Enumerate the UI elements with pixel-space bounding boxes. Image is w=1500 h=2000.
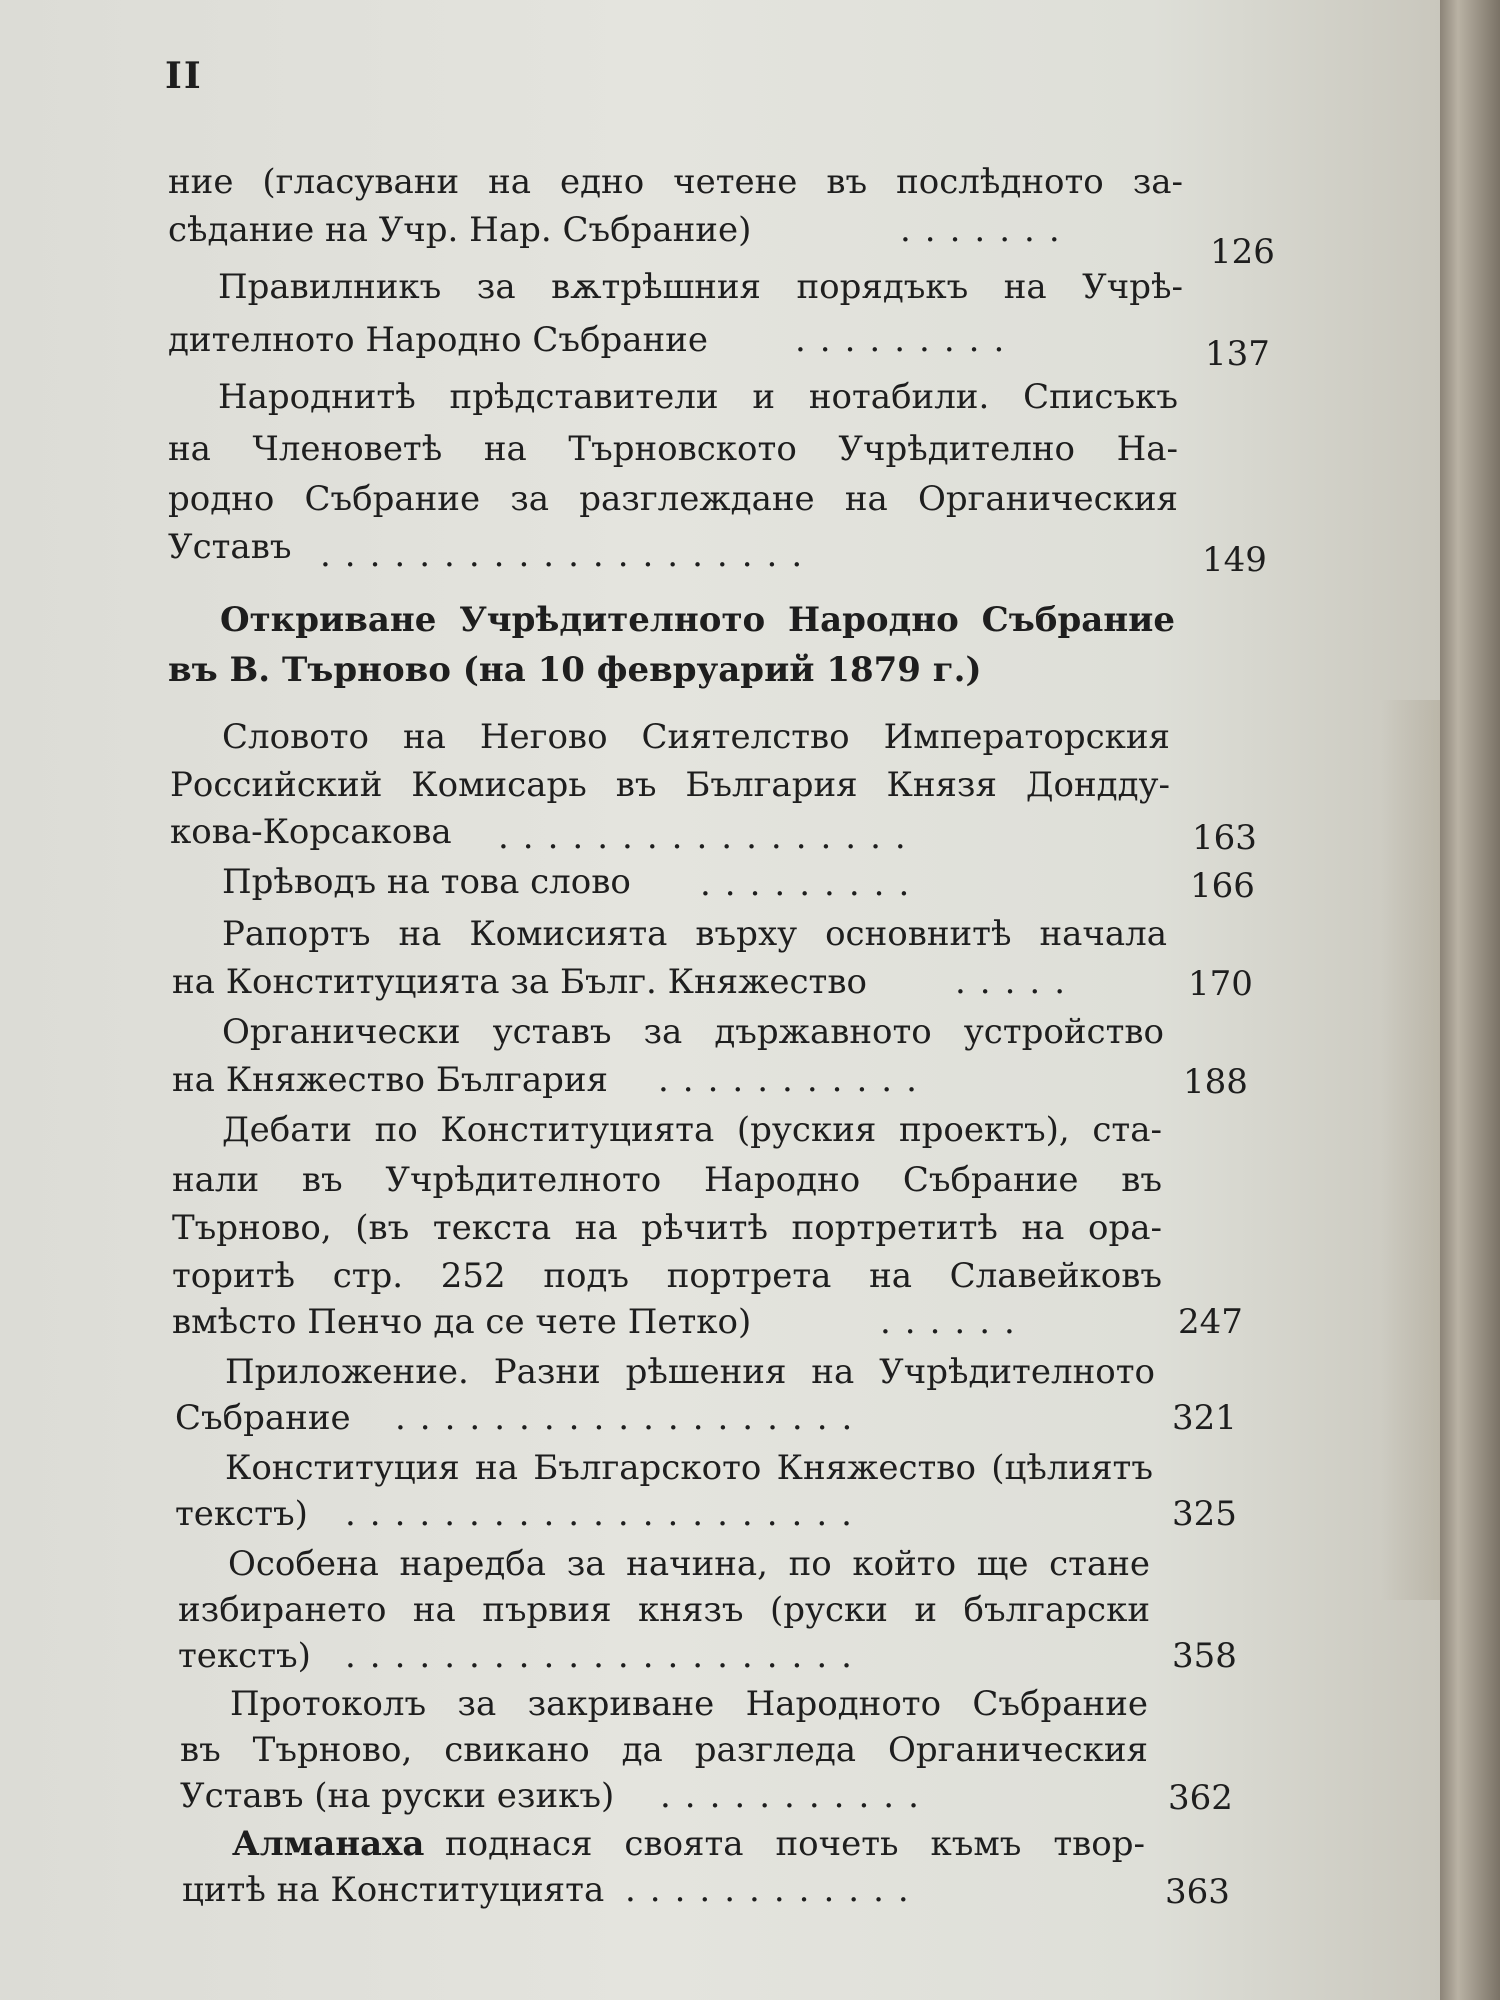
dot-leader: ......... — [700, 864, 924, 904]
dot-leader: ..... — [955, 962, 1080, 1002]
entry-bold-prefix: Алманаха — [232, 1824, 425, 1864]
entry-line: дителното Народно Събрание — [168, 320, 708, 360]
entry-line: Рапортъ на Комисията върху основнитѣ начала — [222, 914, 1167, 954]
entry-page-number: 170 — [1188, 964, 1253, 1004]
entry-line: ние (гласувани на едно четене въ послѣдното за- — [168, 162, 1183, 202]
entry-line: Российский Комисарь въ България Князя Дондду- — [170, 765, 1170, 805]
dot-leader: ........... — [660, 1776, 933, 1816]
entry-page-number: 247 — [1178, 1302, 1243, 1342]
entry-line: Органически уставъ за държавното устройство — [222, 1012, 1164, 1052]
dot-leader: ...... — [880, 1302, 1029, 1342]
entry-page-number: 325 — [1172, 1494, 1237, 1534]
entry-line: Дебати по Конституцията (руския проектъ), ста- — [222, 1110, 1162, 1150]
entry-page-number: 363 — [1165, 1872, 1230, 1912]
entry-page-number: 188 — [1183, 1062, 1248, 1102]
dot-leader: ................. — [498, 817, 920, 857]
entry-line: Уставъ (на руски езикъ) — [180, 1776, 615, 1816]
entry-line: Търново, (въ текста на рѣчитѣ портретитѣ на ора- — [172, 1208, 1162, 1248]
entry-page-number: 149 — [1202, 540, 1267, 580]
entry-line: кова-Корсакова — [170, 812, 452, 852]
section-heading: въ В. Търново (на 10 февруарий 1879 г.) — [168, 650, 982, 690]
dot-leader: ........... — [658, 1060, 931, 1100]
entry-line: торитѣ стр. 252 подъ портрета на Славейковъ — [172, 1256, 1162, 1296]
entry-line: вмѣсто Пенчо да се чете Петко) — [172, 1302, 752, 1342]
dot-leader: ....... — [900, 210, 1074, 250]
entry-line: поднася своята почеть къмъ твор- — [445, 1824, 1145, 1864]
dot-leader: ................... — [395, 1398, 867, 1438]
entry-line: цитѣ на Конституцията — [182, 1870, 605, 1910]
entry-line: родно Събрание за разглеждане на Органическия — [168, 479, 1178, 519]
entry-line: Уставъ — [168, 527, 292, 567]
dot-leader: ............ — [625, 1870, 923, 1910]
entry-page-number: 126 — [1210, 232, 1275, 272]
entry-line: Приложение. Разни рѣшения на Учрѣдителното — [225, 1352, 1155, 1392]
entry-line: текстъ) — [178, 1636, 311, 1676]
entry-line: Особена наредба за начина, по който ще стане — [228, 1544, 1150, 1584]
entry-line: нали въ Учрѣдителното Народно Събрание въ — [172, 1160, 1162, 1200]
entry-line: въ Търново, свикано да разгледа Органическия — [180, 1730, 1148, 1770]
entry-line: Народнитѣ прѣдставители и нотабили. Списъкъ — [218, 377, 1178, 417]
entry-line: на Членоветѣ на Търновското Учрѣдително На- — [168, 429, 1178, 469]
entry-line: Словото на Негово Сиятелство Императорския — [222, 717, 1170, 757]
page-number: II — [165, 55, 203, 97]
entry-line: текстъ) — [175, 1494, 308, 1534]
entry-line: на Княжество България — [172, 1060, 609, 1100]
entry-line: сѣдание на Учр. Нар. Събрание) — [168, 210, 752, 250]
entry-page-number: 166 — [1190, 866, 1255, 906]
entry-line: Правилникъ за вѫтрѣшния порядъкъ на Учрѣ- — [218, 267, 1183, 307]
entry-line: Прѣводъ на това слово — [222, 862, 631, 902]
entry-line: Протоколъ за закриване Народното Събрание — [230, 1684, 1148, 1724]
entry-line: Събрание — [175, 1398, 351, 1438]
dot-leader: ......... — [795, 320, 1019, 360]
entry-page-number: 321 — [1172, 1398, 1237, 1438]
paper-stain — [1380, 700, 1440, 1600]
entry-line: Конституция на Българското Княжество (цѣлиятъ — [225, 1448, 1153, 1488]
page-edge — [1440, 0, 1500, 2000]
entry-page-number: 358 — [1172, 1636, 1237, 1676]
entry-page-number: 362 — [1168, 1778, 1233, 1818]
dot-leader: ..................... — [345, 1636, 866, 1676]
entry-line: избирането на първия князъ (руски и български — [178, 1590, 1150, 1630]
dot-leader: ..................... — [345, 1494, 866, 1534]
entry-page-number: 163 — [1192, 818, 1257, 858]
entry-line: на Конституцията за Бълг. Княжество — [172, 962, 867, 1002]
section-heading: Откриване Учрѣдителното Народно Събрание — [220, 600, 1175, 640]
dot-leader: .................... — [320, 535, 817, 575]
entry-page-number: 137 — [1205, 334, 1270, 374]
